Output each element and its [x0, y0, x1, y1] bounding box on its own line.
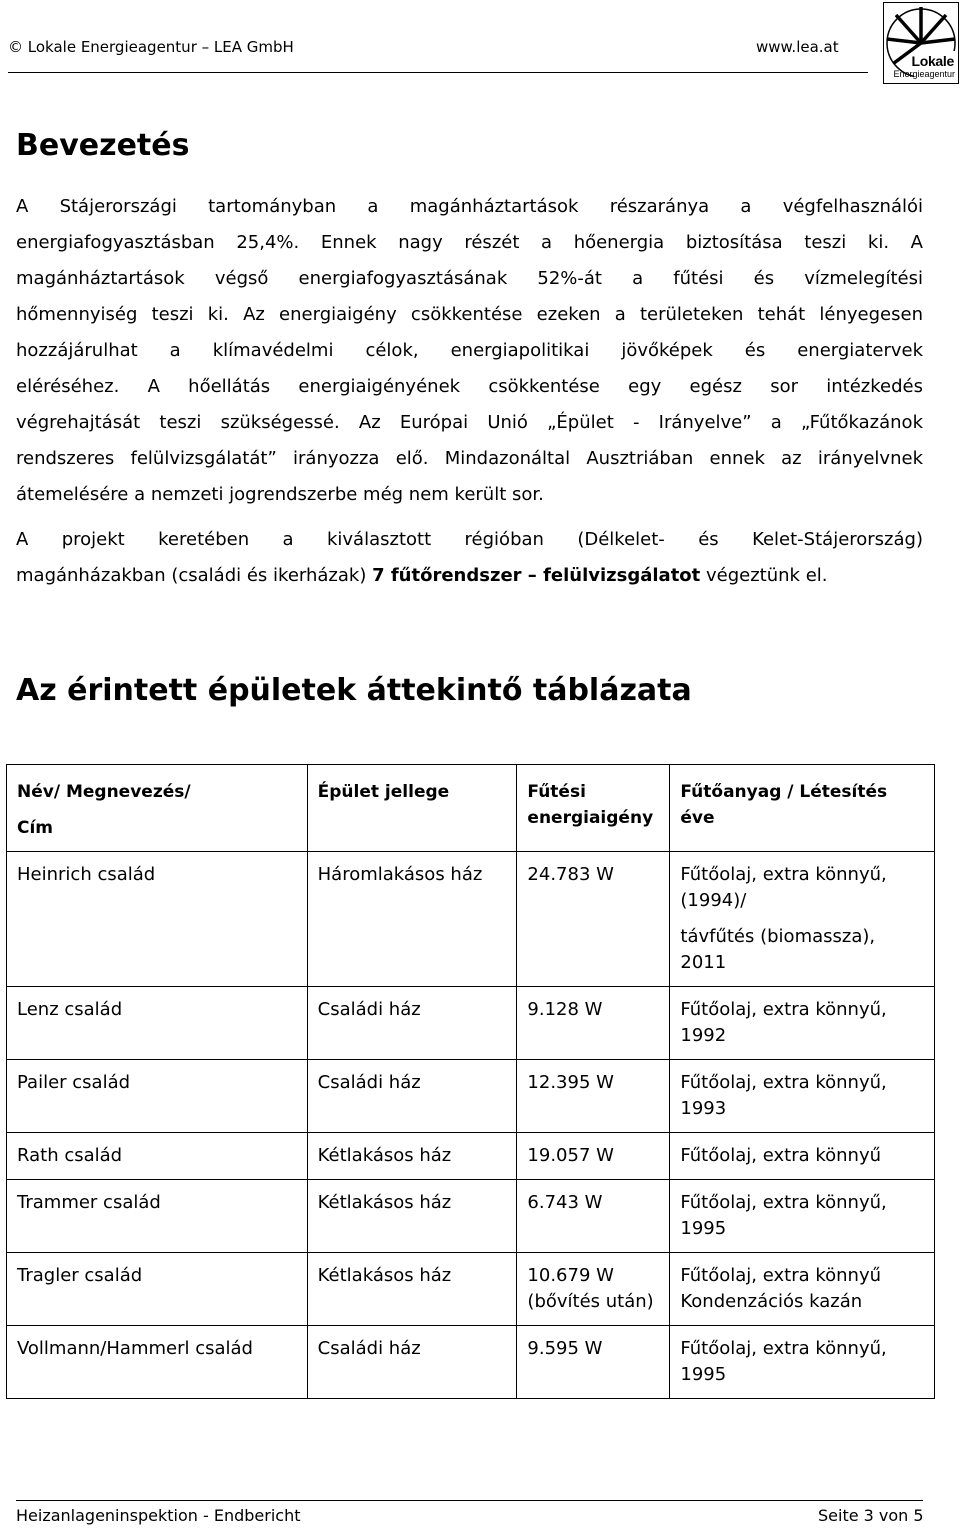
intro-line: hőmennyiség teszi ki. Az energiaigény csökkentése ezeken a területeken tehát lényegesen — [16, 304, 923, 325]
page-number: Seite 3 von 5 — [818, 1506, 924, 1525]
cell-demand-text: 24.783 W — [527, 864, 614, 885]
table-row — [7, 1253, 935, 1326]
table-row — [7, 1326, 935, 1399]
cell-demand — [517, 1180, 670, 1253]
cell-type — [307, 1326, 517, 1399]
project-line-2-start: magánházakban (családi és ikerházak) — [16, 565, 373, 586]
cell-fuel-text: Fűtőolaj, extra könnyű, 1992 — [680, 999, 887, 1046]
cell-demand-text: 9.595 W — [527, 1338, 603, 1359]
intro-line: magánháztartások végső energiafogyasztásának 52%-át a fűtési és vízmelegítési — [16, 268, 923, 289]
project-line-2 — [16, 558, 923, 594]
logo-subword: Energieagentur — [893, 69, 955, 79]
intro-line: rendszeres felülvizsgálatát” irányozza elő. Mindazonáltal Ausztriában ennek az irányelvnek — [16, 448, 923, 469]
cell-type-text: Családi ház — [317, 1338, 421, 1359]
copyright-text: © Lokale Energieagentur – LEA GmbH — [8, 38, 294, 56]
report-title: Heizanlageninspektion - Endbericht — [16, 1506, 301, 1525]
cell-demand-text: 9.128 W — [527, 999, 603, 1020]
intro-paragraph — [16, 189, 923, 513]
cell-type-text: Háromlakásos ház — [317, 864, 483, 885]
cell-name-text: Lenz család — [17, 999, 123, 1020]
cell-type-text: Kétlakásos ház — [317, 1192, 452, 1213]
cell-demand-text: 6.743 W — [527, 1192, 603, 1213]
intro-line: átemelésére a nemzeti jogrendszerbe még nem került sor. — [16, 484, 544, 505]
cell-type-text: Családi ház — [317, 1072, 421, 1093]
cell-demand — [517, 1253, 670, 1326]
cell-name — [7, 852, 308, 987]
cell-type — [307, 1060, 517, 1133]
cell-name — [7, 1253, 308, 1326]
cell-type — [307, 1253, 517, 1326]
cell-type-text: Kétlakásos ház — [317, 1145, 452, 1166]
cell-demand-text: 19.057 W — [527, 1145, 614, 1166]
website-link[interactable]: www.lea.at — [756, 38, 839, 56]
page-header — [0, 38, 960, 60]
col-header-type — [307, 765, 517, 852]
cell-fuel-text: Fűtőolaj, extra könnyű, 1995 — [680, 1338, 887, 1385]
col-header-name — [7, 765, 308, 852]
intro-title: Bevezetés — [16, 128, 190, 163]
cell-name — [7, 1180, 308, 1253]
intro-line: A Stájerországi tartományban a magánháztartások részaránya a végfelhasználói — [16, 196, 923, 217]
cell-type — [307, 1180, 517, 1253]
cell-demand — [517, 1060, 670, 1133]
col-header-name-line2: Cím — [17, 818, 54, 838]
cell-demand-text: 10.679 W (bővítés után) — [527, 1265, 654, 1312]
project-paragraph — [16, 522, 923, 594]
cell-name — [7, 1326, 308, 1399]
cell-type — [307, 987, 517, 1060]
intro-line: energiafogyasztásban 25,4%. Ennek nagy részét a hőenergia biztosítása teszi ki. A — [16, 232, 923, 253]
col-header-demand-line1: Fűtési — [527, 782, 586, 802]
table-row — [7, 1180, 935, 1253]
table-row — [7, 987, 935, 1060]
cell-fuel — [670, 987, 935, 1060]
table-row — [7, 1133, 935, 1180]
cell-fuel — [670, 1253, 935, 1326]
intro-line: végrehajtását teszi szükségessé. Az Európai Unió „Épület - Irányelve” a „Fűtőkazánok — [16, 412, 923, 433]
cell-fuel — [670, 1326, 935, 1399]
table-row — [7, 1060, 935, 1133]
cell-name — [7, 1133, 308, 1180]
cell-fuel-text: Fűtőolaj, extra könnyű — [680, 1145, 882, 1166]
cell-name-text: Rath család — [17, 1145, 123, 1166]
cell-demand — [517, 852, 670, 987]
cell-type-text: Családi ház — [317, 999, 421, 1020]
cell-fuel-text: távfűtés (biomassza), 2011 — [680, 926, 876, 973]
col-header-fuel-line1: Fűtőanyag / Létesítés — [680, 782, 888, 802]
project-line-2-end: végeztünk el. — [700, 565, 828, 586]
cell-fuel-text: Fűtőolaj, extra könnyű, 1993 — [680, 1072, 887, 1119]
lea-logo — [883, 2, 959, 84]
col-header-fuel — [670, 765, 935, 852]
intro-line: hozzájárulhat a klímavédelmi célok, energiapolitikai jövőképek és energiatervek — [16, 340, 923, 361]
cell-name-text: Tragler család — [17, 1265, 143, 1286]
cell-fuel — [670, 1180, 935, 1253]
cell-name-text: Trammer család — [17, 1192, 161, 1213]
footer-rule — [16, 1500, 923, 1501]
cell-name — [7, 1060, 308, 1133]
col-header-demand — [517, 765, 670, 852]
cell-demand — [517, 1133, 670, 1180]
cell-fuel — [670, 1060, 935, 1133]
cell-name-text: Vollmann/Hammerl család — [17, 1338, 253, 1359]
cell-name-text: Heinrich család — [17, 864, 156, 885]
table-body — [7, 852, 935, 1399]
cell-fuel-text: Fűtőolaj, extra könnyű, (1994)/ — [680, 864, 887, 911]
header-rule — [8, 72, 868, 73]
buildings-table — [6, 764, 935, 1399]
col-header-demand-line2: energiaigény — [527, 808, 654, 828]
overview-title: Az érintett épületek áttekintő táblázata — [16, 673, 692, 708]
project-line-1: A projekt keretében a kiválasztott régióban (Délkelet- és Kelet-Stájerország) — [16, 529, 923, 550]
cell-demand — [517, 987, 670, 1060]
project-highlight: 7 fűtőrendszer – felülvizsgálatot — [372, 565, 701, 586]
table-row — [7, 852, 935, 987]
cell-name-text: Pailer család — [17, 1072, 131, 1093]
cell-demand-text: 12.395 W — [527, 1072, 614, 1093]
cell-type — [307, 1133, 517, 1180]
cell-fuel — [670, 852, 935, 987]
intro-line: eléréséhez. A hőellátás energiaigényének csökkentése egy egész sor intézkedés — [16, 376, 923, 397]
cell-demand — [517, 1326, 670, 1399]
col-header-name-line1: Név/ Megnevezés/ — [17, 782, 191, 802]
cell-name — [7, 987, 308, 1060]
col-header-type-text: Épület jellege — [317, 782, 450, 802]
logo-word: Lokale — [911, 53, 954, 69]
table-header-row — [7, 765, 935, 852]
cell-fuel — [670, 1133, 935, 1180]
cell-fuel-text: Fűtőolaj, extra könnyű Kondenzációs kazán — [680, 1265, 882, 1312]
cell-type — [307, 852, 517, 987]
cell-type-text: Kétlakásos ház — [317, 1265, 452, 1286]
col-header-fuel-line2: éve — [680, 808, 715, 828]
cell-fuel-text: Fűtőolaj, extra könnyű, 1995 — [680, 1192, 887, 1239]
